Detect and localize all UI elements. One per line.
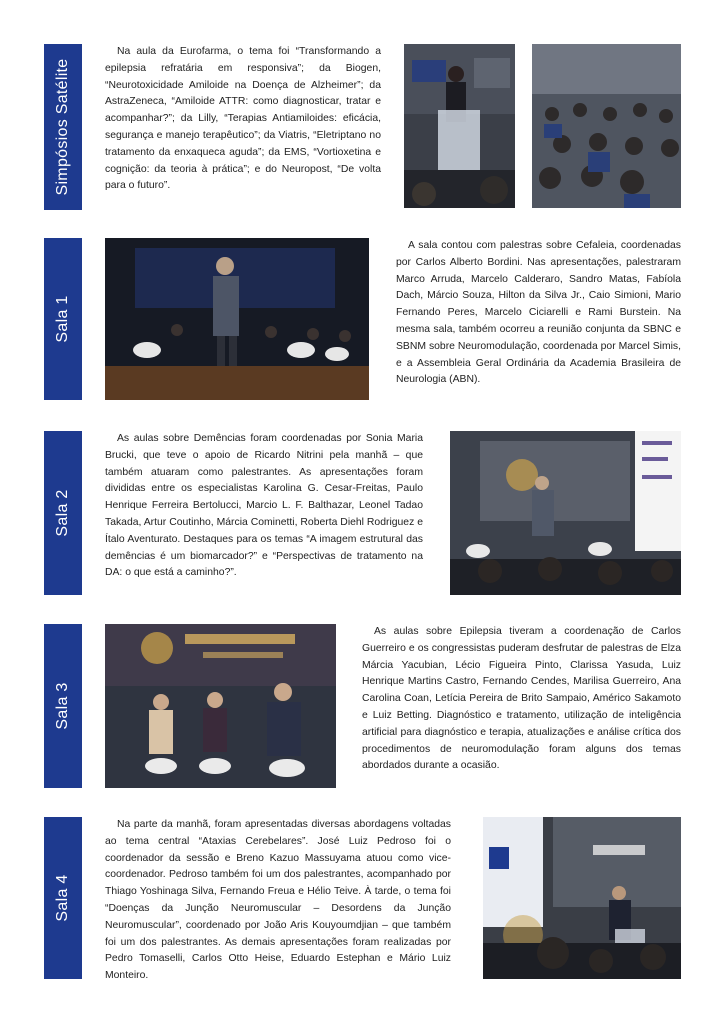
section-tab-label: Sala 2 (54, 489, 71, 537)
section-tab-label: Sala 3 (54, 682, 71, 730)
section-tab-sala-3 (44, 624, 82, 788)
photo-sala-1-panel (105, 238, 369, 400)
section-tab-label: Sala 4 (54, 874, 71, 922)
section-tab-sala-2 (44, 431, 82, 595)
photo-sala-3-panel (105, 624, 336, 788)
section-tab-sala-4 (44, 817, 82, 979)
section-tab-label: Sala 1 (54, 295, 71, 343)
section-text-sala-1: A sala contou com palestras sobre Cefaleia, coordenadas por Carlos Alberto Bordini. Nas apresentações, palestraram Marco Arruda, Marcelo Calderaro, Sandro Matas, Fabíola Dach, Márcio Souza, Hilton da Silva Jr., Caio Simioni, Mario Fernando Peres, Marcelo Ciciarelli e Rami Burstein. Na mesma sala, também ocorreu a reunião conjunta da SBNC e SBNM sobre Neuromodulação, coordenada por Marcel Simis, e a Assembleia Geral Ordinária da Academia Brasileira de Neurologia (ABN). (396, 240, 681, 386)
section-tab-simposios (44, 44, 82, 210)
photo-sala-4-speaker (483, 817, 681, 979)
photo-audience-satellite (532, 44, 681, 208)
section-text-sala-4: Na parte da manhã, foram apresentadas diversas abordagens voltadas ao tema central “Ataxias Cerebelares”. José Luiz Pedroso foi o coordenador da sessão e Breno Kazuo Massuyama atuou como vice-coordenador. Pedroso também foi um dos palestrantes, acompanhado por Thiago Yoshinaga Silva, Fernando Freua e Hélio Teive. À tarde, o tema foi “Doenças da Junção Neuromuscular – Desordens da Junção Neuromuscular”, coordenado por João Aris Kouyoumdjian – que também foi um dos palestrantes. As demais apresentações foram realizadas por Pedro Tomaselli, Carlos Otto Heise, Eduardo Estephan e Mário Luiz Monteiro. (105, 819, 451, 982)
section-tab-label: Simpósios Satélite (54, 58, 71, 196)
photo-sala-2-speaker (450, 431, 681, 595)
section-tab-sala-1 (44, 238, 82, 400)
photo-speaker-podium (404, 44, 515, 208)
section-text-simposios: Na aula da Eurofarma, o tema foi “Transformando a epilepsia refratária em responsiva”; da Biogen, “Neurotoxicidade Amiloide na Doença de Alzheimer”; da AstraZeneca, “Amiloide ATTR: como diagnosticar, tratar e acompanhar?”; da Lilly, “Terapias Antiamiloides: eficácia, segurança e manejo terapêutico”; da Viatris, “Eletriptano no tratamento da enxaqueca aguda”; da EMS, “Vortioxetina e cognição: da teoria à prática”; e do Neuropost, “De volta para o futuro”. (105, 46, 381, 192)
section-text-sala-3: As aulas sobre Epilepsia tiveram a coordenação de Carlos Guerreiro e os congressistas puderam desfrutar de palestras de Elza Márcia Yacubian, Lécio Figueira Pinto, Clarissa Yasuda, Luiz Henrique Martins Castro, Fernando Cendes, Marilisa Guerreiro, Ana Carolina Coan, Letícia Pereira de Brito Sampaio, Américo Sakamoto e Luiz Betting. Diagnóstico e tratamento, utilização de inteligência artificial para diagnóstico e terapia, atualizações e análise crítica dos procedimentos de neuromodulação foram alguns dos temas abordados durante a ocasião. (362, 626, 681, 772)
section-text-sala-2: As aulas sobre Demências foram coordenadas por Sonia Maria Brucki, que teve o apoio de Ricardo Nitrini pela manhã – que também atuaram como palestrantes. As apresentações foram divididas entre os especialistas Karolina G. Cesar-Freitas, Paulo Henrique Ferreira Bertolucci, Marcio L. F. Balthazar, Leonel Tadao Takada, Artur Coutinho, Márcia Cominetti, Roberta Diehl Rodriguez e Ítalo Aventurato. Destaques para os temas “A imagem estrutural das demências é um biomarcador?” e “Perspectivas de tratamento na DA: o que está a caminho?”. (105, 433, 423, 579)
